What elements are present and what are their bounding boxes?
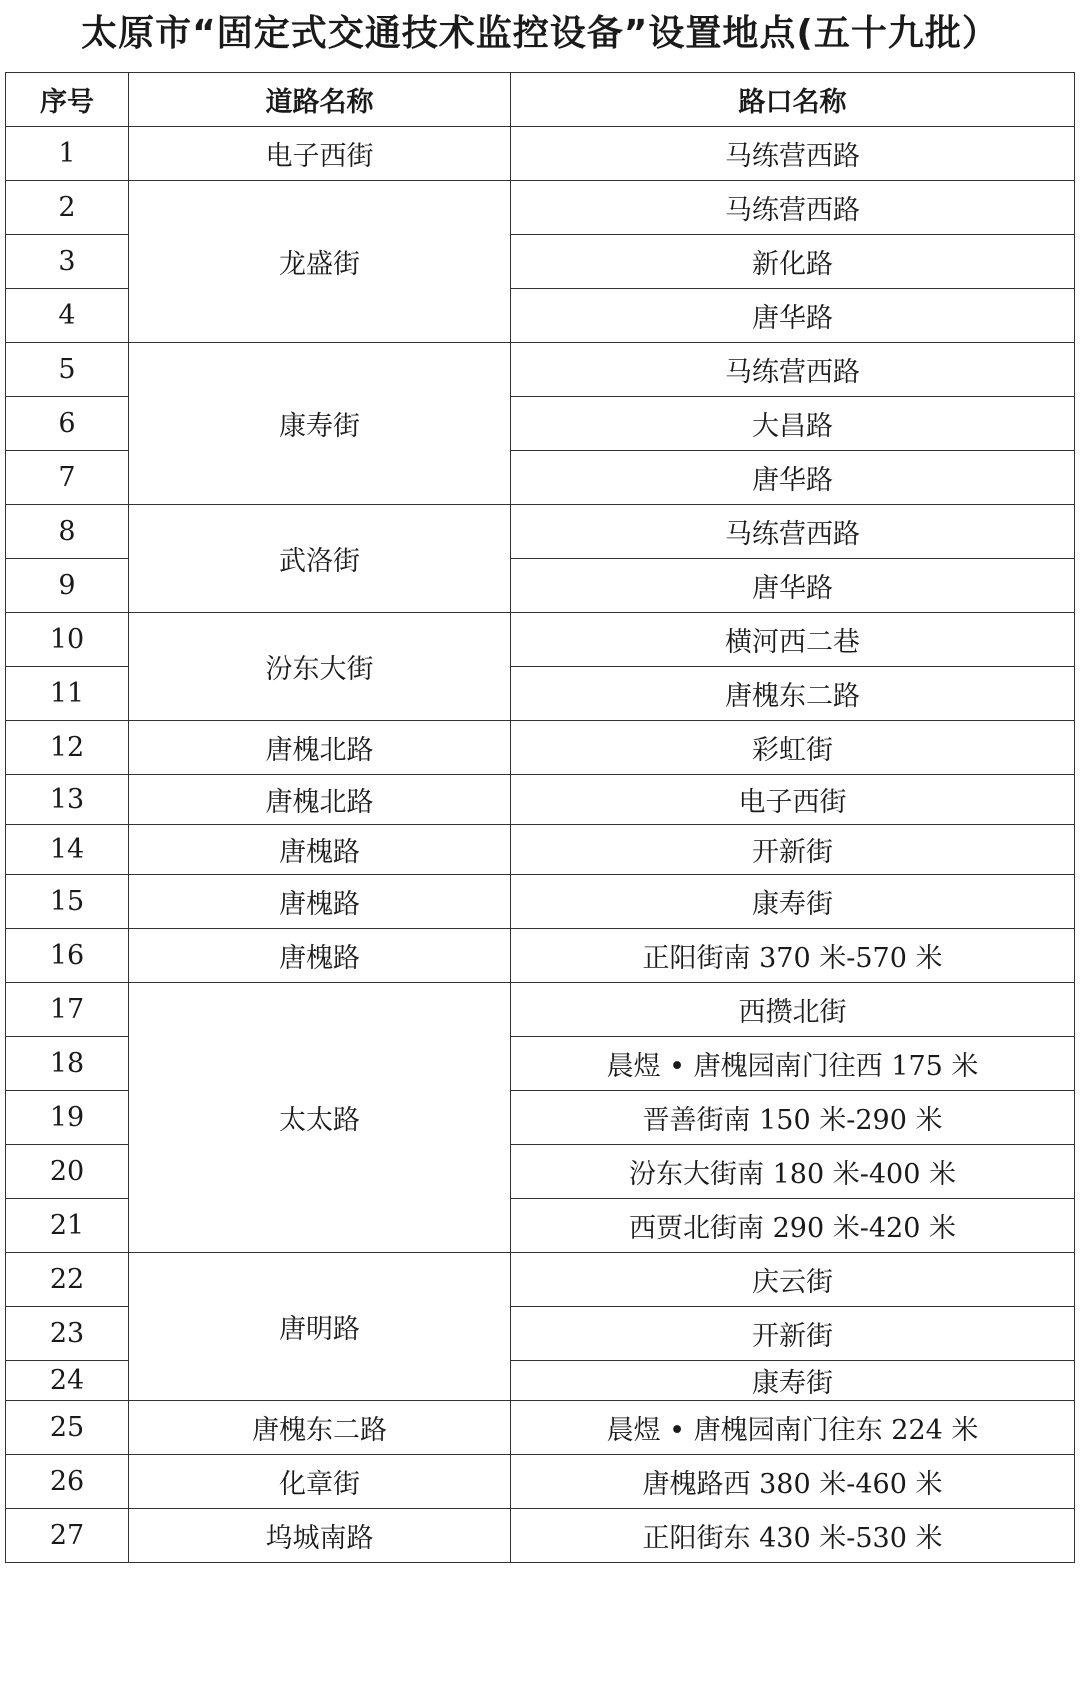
row-number: 22 — [6, 1253, 129, 1307]
intersection-name-cell: 西贾北街南 290 米-420 米 — [511, 1199, 1075, 1253]
road-name-cell: 汾东大街 — [129, 613, 511, 721]
table-row — [6, 181, 1075, 235]
row-number: 10 — [6, 613, 129, 667]
intersection-name-cell: 康寿街 — [511, 875, 1075, 929]
intersection-name-cell: 新化路 — [511, 235, 1075, 289]
intersection-name-cell: 汾东大街南 180 米-400 米 — [511, 1145, 1075, 1199]
row-number: 2 — [6, 181, 129, 235]
intersection-name-cell: 正阳街南 370 米-570 米 — [511, 929, 1075, 983]
intersection-name-cell: 开新街 — [511, 825, 1075, 875]
table-row — [6, 505, 1075, 559]
intersection-name-cell: 庆云街 — [511, 1253, 1075, 1307]
page-title: 太原市“固定式交通技术监控设备”设置地点(五十九批） — [81, 13, 999, 54]
table-row — [6, 775, 1075, 825]
row-number: 9 — [6, 559, 129, 613]
table-row — [6, 613, 1075, 667]
intersection-name-cell: 晋善街南 150 米-290 米 — [511, 1091, 1075, 1145]
road-name-cell: 唐明路 — [129, 1253, 511, 1401]
location-table — [5, 72, 1075, 1563]
header-road-name: 道路名称 — [129, 73, 511, 127]
intersection-name-cell: 康寿街 — [511, 1361, 1075, 1401]
intersection-name-cell: 唐华路 — [511, 451, 1075, 505]
road-name-cell: 化章街 — [129, 1455, 511, 1509]
intersection-name-cell: 马练营西路 — [511, 505, 1075, 559]
intersection-name-cell: 彩虹街 — [511, 721, 1075, 775]
road-name-cell: 唐槐路 — [129, 825, 511, 875]
table-row — [6, 1455, 1075, 1509]
row-number: 13 — [6, 775, 129, 825]
intersection-name-cell: 开新街 — [511, 1307, 1075, 1361]
header-intersection-name: 路口名称 — [511, 73, 1075, 127]
intersection-name-cell: 横河西二巷 — [511, 613, 1075, 667]
row-number: 25 — [6, 1401, 129, 1455]
road-name-cell: 康寿街 — [129, 343, 511, 505]
road-name-cell: 唐槐东二路 — [129, 1401, 511, 1455]
table-row — [6, 343, 1075, 397]
row-number: 27 — [6, 1509, 129, 1563]
row-number: 18 — [6, 1037, 129, 1091]
road-name-cell: 龙盛街 — [129, 181, 511, 343]
header-number: 序号 — [6, 73, 129, 127]
road-name-cell: 武洛街 — [129, 505, 511, 613]
row-number: 23 — [6, 1307, 129, 1361]
intersection-name-cell: 正阳街东 430 米-530 米 — [511, 1509, 1075, 1563]
row-number: 15 — [6, 875, 129, 929]
table-header-row — [6, 73, 1075, 127]
intersection-name-cell: 唐华路 — [511, 559, 1075, 613]
road-name-cell: 唐槐路 — [129, 875, 511, 929]
road-name-cell: 太太路 — [129, 983, 511, 1253]
intersection-name-cell: 电子西街 — [511, 775, 1075, 825]
table-row — [6, 929, 1075, 983]
row-number: 1 — [6, 127, 129, 181]
row-number: 12 — [6, 721, 129, 775]
row-number: 3 — [6, 235, 129, 289]
row-number: 17 — [6, 983, 129, 1037]
row-number: 20 — [6, 1145, 129, 1199]
row-number: 5 — [6, 343, 129, 397]
row-number: 16 — [6, 929, 129, 983]
road-name-cell: 坞城南路 — [129, 1509, 511, 1563]
road-name-cell: 电子西街 — [129, 127, 511, 181]
intersection-name-cell: 西攒北街 — [511, 983, 1075, 1037]
intersection-name-cell: 唐槐东二路 — [511, 667, 1075, 721]
intersection-name-cell: 马练营西路 — [511, 343, 1075, 397]
row-number: 7 — [6, 451, 129, 505]
road-name-cell: 唐槐北路 — [129, 721, 511, 775]
row-number: 14 — [6, 825, 129, 875]
row-number: 6 — [6, 397, 129, 451]
intersection-name-cell: 唐槐路西 380 米-460 米 — [511, 1455, 1075, 1509]
road-name-cell: 唐槐路 — [129, 929, 511, 983]
table-row — [6, 1401, 1075, 1455]
intersection-name-cell: 马练营西路 — [511, 127, 1075, 181]
row-number: 8 — [6, 505, 129, 559]
row-number: 24 — [6, 1361, 129, 1401]
intersection-name-cell: 晨煜 • 唐槐园南门往东 224 米 — [511, 1401, 1075, 1455]
intersection-name-cell: 马练营西路 — [511, 181, 1075, 235]
row-number: 4 — [6, 289, 129, 343]
intersection-name-cell: 晨煜 • 唐槐园南门往西 175 米 — [511, 1037, 1075, 1091]
table-row — [6, 1509, 1075, 1563]
table-row — [6, 983, 1075, 1037]
table-body — [6, 127, 1075, 1563]
row-number: 21 — [6, 1199, 129, 1253]
row-number: 26 — [6, 1455, 129, 1509]
row-number: 11 — [6, 667, 129, 721]
intersection-name-cell: 大昌路 — [511, 397, 1075, 451]
intersection-name-cell: 唐华路 — [511, 289, 1075, 343]
row-number: 19 — [6, 1091, 129, 1145]
table-row — [6, 721, 1075, 775]
table-row — [6, 825, 1075, 875]
table-row — [6, 127, 1075, 181]
road-name-cell: 唐槐北路 — [129, 775, 511, 825]
table-row — [6, 875, 1075, 929]
table-row — [6, 1253, 1075, 1307]
